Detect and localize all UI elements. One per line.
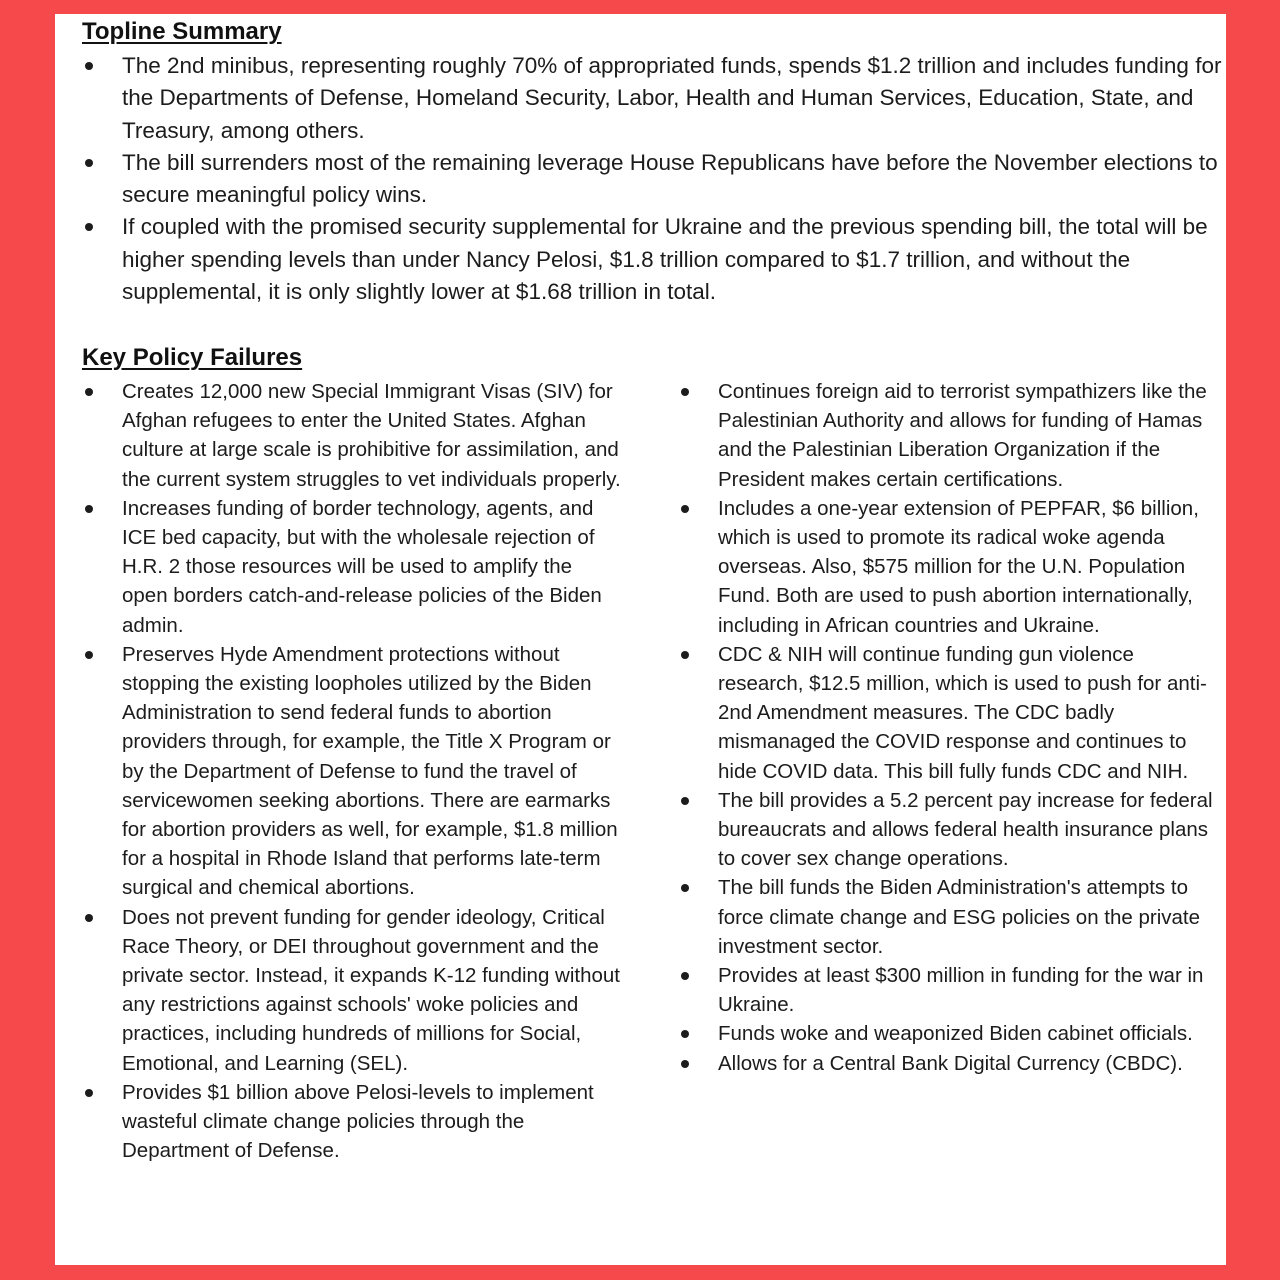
bullet-dot-icon <box>681 388 689 396</box>
list-item-text: The bill funds the Biden Administration's attempts to force climate change and ESG policies on the private investment sector. <box>718 876 1201 958</box>
bullet-dot-icon <box>681 884 689 892</box>
topline-summary-list <box>82 50 1222 308</box>
list-item-text: Increases funding of border technology, agents, and ICE bed capacity, but with the wholesale rejection of H.R. 2 those resources will be used to amplify the open borders catch-and-release policies of the Biden admin. <box>122 496 602 637</box>
bullet-dot-icon <box>681 1060 689 1068</box>
bullet-dot-icon <box>681 651 689 659</box>
list-item-text: Does not prevent funding for gender ideology, Critical Race Theory, or DEI throughout government and the private sector. Instead, it expands K-12 funding without any restrictions against schools' woke policies and practices, including hundreds of millions for Social, Emotional, and Learning (SEL). <box>122 905 620 1075</box>
list-item-text: Funds woke and weaponized Biden cabinet officials. <box>718 1022 1193 1046</box>
document-page <box>55 14 1226 1265</box>
topline-summary-heading: Topline Summary <box>82 18 282 45</box>
list-item-text: CDC & NIH will continue funding gun violence research, $12.5 million, which is used to push for anti-2nd Amendment measures. The CDC badly mismanaged the COVID response and continues to hide COVID data. This bill fully funds CDC and NIH. <box>718 642 1207 783</box>
list-item <box>82 903 622 1078</box>
key-policy-failures-heading: Key Policy Failures <box>82 344 303 371</box>
list-item <box>678 873 1218 961</box>
list-item <box>82 377 622 494</box>
list-item-text: Creates 12,000 new Special Immigrant Visas (SIV) for Afghan refugees to enter the United States. Afghan culture at large scale is prohibitive for assimilation, and the current system struggles to vet individuals properly. <box>122 380 621 491</box>
bullet-dot-icon <box>85 651 93 659</box>
list-item-text: The bill provides a 5.2 percent pay increase for federal bureaucrats and allows federal health insurance plans to cover sex change operations. <box>718 788 1213 871</box>
list-item <box>678 786 1218 874</box>
bullet-dot-icon <box>85 505 93 513</box>
list-item <box>82 640 622 903</box>
list-item-text: Includes a one-year extension of PEPFAR, $6 billion, which is used to promote its radical woke agenda overseas. Also, $575 million for the U.N. Population Fund. Both are used to push abortion internationally, including in African countries and Ukraine. <box>718 496 1199 637</box>
list-item-text: Preserves Hyde Amendment protections without stopping the existing loopholes utilized by the Biden Administration to send federal funds to abortion providers through, for example, the Title X Program or by the Department of Defense to fund the travel of servicewomen seeking abortions. There are earmarks for abortion providers as well, for example, $1.8 million for a hospital in Rhode Island that performs late-term surgical and chemical abortions. <box>122 642 618 900</box>
list-item <box>82 50 1222 147</box>
policy-failures-left-column <box>82 377 622 1165</box>
list-item <box>678 1049 1218 1078</box>
list-item-text: Provides at least $300 million in funding for the war in Ukraine. <box>718 964 1204 1017</box>
bullet-dot-icon <box>85 62 93 70</box>
list-item-text: If coupled with the promised security supplemental for Ukraine and the previous spending bill, the total will be higher spending levels than under Nancy Pelosi, $1.8 trillion compared to $1.7 trillion, and without the supplemental, it is only slightly lower at $1.68 trillion in total. <box>122 214 1208 305</box>
policy-failures-right-column <box>678 377 1218 1078</box>
list-item-text: Continues foreign aid to terrorist sympathizers like the Palestinian Authority and allows for funding of Hamas and the Palestinian Liberation Organization if the President makes certain certifications. <box>718 380 1207 491</box>
bullet-dot-icon <box>85 388 93 396</box>
list-item <box>82 211 1222 308</box>
list-item-text: Allows for a Central Bank Digital Currency (CBDC). <box>718 1051 1183 1075</box>
list-item <box>678 377 1218 494</box>
list-item <box>678 961 1218 1019</box>
bullet-dot-icon <box>681 1030 689 1038</box>
list-item <box>82 1078 622 1166</box>
list-item <box>678 640 1218 786</box>
bullet-dot-icon <box>681 972 689 980</box>
list-item <box>82 494 622 640</box>
list-item-text: The 2nd minibus, representing roughly 70% of appropriated funds, spends $1.2 trillion and includes funding for the Departments of Defense, Homeland Security, Labor, Health and Human Services, Education, State, and Treasury, among others. <box>122 53 1222 143</box>
bullet-dot-icon <box>681 505 689 513</box>
list-item <box>82 147 1222 212</box>
list-item <box>678 1019 1218 1048</box>
bullet-dot-icon <box>85 223 93 231</box>
list-item-text: The bill surrenders most of the remaining leverage House Republicans have before the November elections to secure meaningful policy wins. <box>122 149 1218 208</box>
bullet-dot-icon <box>85 159 93 167</box>
bullet-dot-icon <box>681 797 689 805</box>
list-item-text: Provides $1 billion above Pelosi-levels to implement wasteful climate change policies through the Department of Defense. <box>122 1080 594 1163</box>
list-item <box>678 494 1218 640</box>
bullet-dot-icon <box>85 914 93 922</box>
bullet-dot-icon <box>85 1089 93 1097</box>
